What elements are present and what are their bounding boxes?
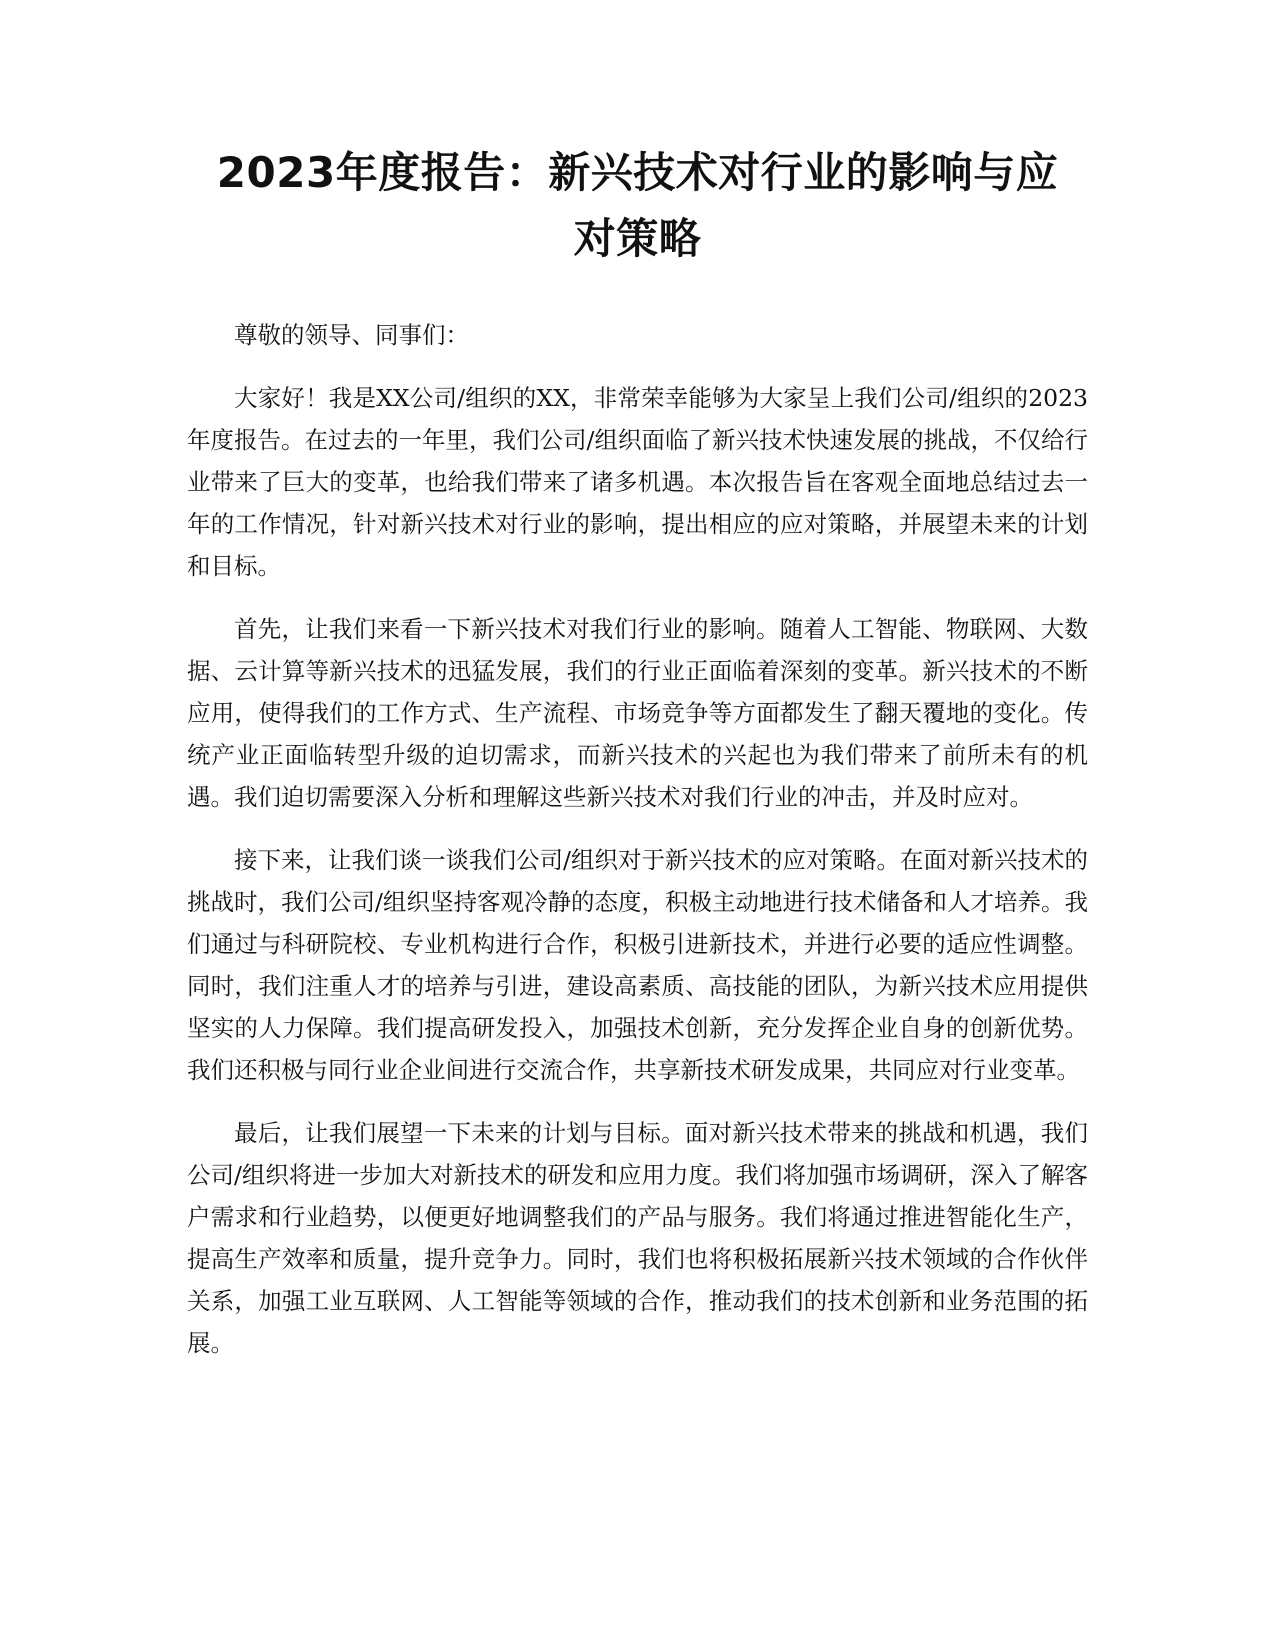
- paragraph-intro: 大家好！我是XX公司/组织的XX，非常荣幸能够为大家呈上我们公司/组织的2023年度报告。在过去的一年里，我们公司/组织面临了新兴技术快速发展的挑战，不仅给行业带来了巨大的变革，也给我们带来了诸多机遇。本次报告旨在客观全面地总结过去一年的工作情况，针对新兴技术对行业的影响，提出相应的应对策略，并展望未来的计划和目标。: [187, 384, 1088, 580]
- document-title: [187, 140, 1088, 272]
- title-line-2: 对策略: [573, 214, 702, 263]
- salutation: 尊敬的领导、同事们：: [234, 321, 469, 349]
- paragraph-impact: 首先，让我们来看一下新兴技术对我们行业的影响。随着人工智能、物联网、大数据、云计算等新兴技术的迅猛发展，我们的行业正面临着深刻的变革。新兴技术的不断应用，使得我们的工作方式、生产流程、市场竞争等方面都发生了翻天覆地的变化。传统产业正面临转型升级的迫切需求，而新兴技术的兴起也为我们带来了前所未有的机遇。我们迫切需要深入分析和理解这些新兴技术对我们行业的冲击，并及时应对。: [187, 615, 1088, 811]
- title-line-1: 2023年度报告：新兴技术对行业的影响与应: [216, 148, 1059, 197]
- paragraph-outlook: 最后，让我们展望一下未来的计划与目标。面对新兴技术带来的挑战和机遇，我们公司/组织将进一步加大对新技术的研发和应用力度。我们将加强市场调研，深入了解客户需求和行业趋势，以便更好地调整我们的产品与服务。我们将通过推进智能化生产，提高生产效率和质量，提升竞争力。同时，我们也将积极拓展新兴技术领域的合作伙伴关系，加强工业互联网、人工智能等领域的合作，推动我们的技术创新和业务范围的拓展。: [187, 1119, 1088, 1357]
- document-content: [187, 140, 1088, 1385]
- document-body: [187, 314, 1088, 1364]
- paragraph-strategy: 接下来，让我们谈一谈我们公司/组织对于新兴技术的应对策略。在面对新兴技术的挑战时，我们公司/组织坚持客观冷静的态度，积极主动地进行技术储备和人才培养。我们通过与科研院校、专业机构进行合作，积极引进新技术，并进行必要的适应性调整。同时，我们注重人才的培养与引进，建设高素质、高技能的团队，为新兴技术应用提供坚实的人力保障。我们提高研发投入，加强技术创新，充分发挥企业自身的创新优势。我们还积极与同行业企业间进行交流合作，共享新技术研发成果，共同应对行业变革。: [187, 846, 1088, 1084]
